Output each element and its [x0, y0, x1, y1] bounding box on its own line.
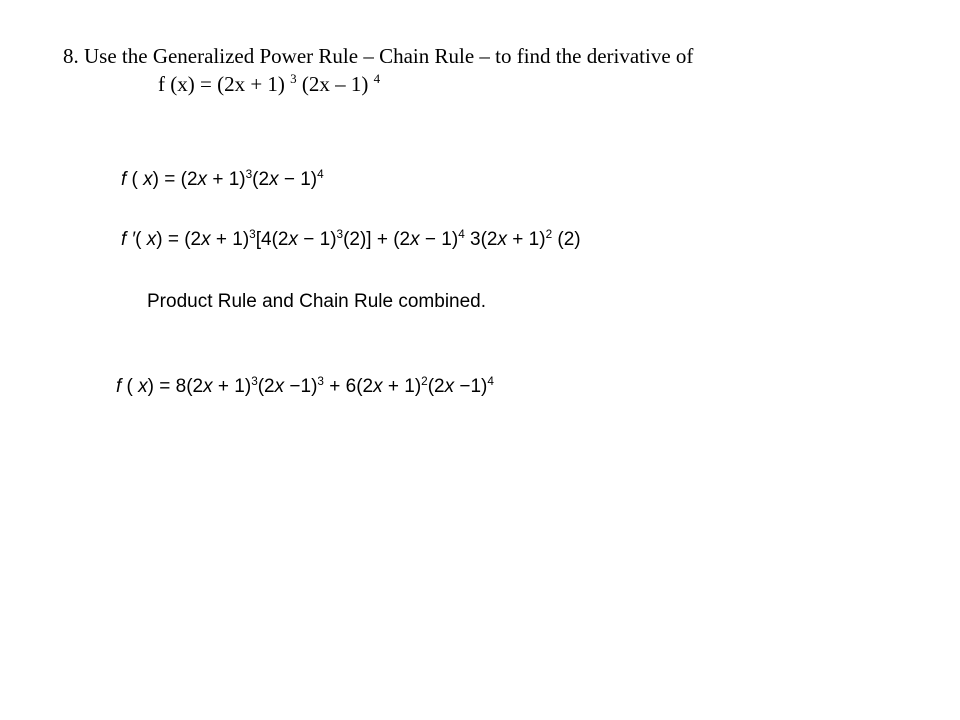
eq-variable: x	[146, 229, 157, 250]
eq-variable: x	[444, 376, 455, 397]
problem-prompt: 8. Use the Generalized Power Rule – Chain Rule – to find the derivative of	[63, 44, 694, 68]
eq-text: −1)	[454, 376, 488, 397]
eq-exponent: 4	[458, 227, 465, 241]
eq-exponent: 2	[545, 227, 553, 241]
note-text: Product Rule and Chain Rule combined.	[147, 291, 487, 312]
eq-exponent: 2	[421, 374, 428, 388]
equation-original	[121, 167, 324, 191]
eq-variable: x	[138, 376, 148, 397]
eq-variable: x	[497, 229, 507, 250]
eq-text: (2	[427, 376, 445, 397]
eq-exponent: 3	[336, 227, 344, 241]
eq-symbol: f	[116, 376, 122, 397]
eq-variable: x	[410, 229, 420, 250]
eq-text: + 1)	[210, 229, 250, 250]
eq-text: − 1)	[419, 229, 459, 250]
eq-exponent: 3	[251, 374, 258, 388]
eq-exponent: 4	[317, 167, 324, 181]
eq-text: ) = 8(2	[147, 376, 204, 397]
eq-text: − 1)	[278, 169, 318, 190]
eq-text: ) = (2	[156, 229, 202, 250]
eq-exponent: 3	[245, 167, 253, 181]
eq-variable: x	[201, 229, 211, 250]
eq-variable: x	[203, 376, 213, 397]
function-part-b: (2x – 1)	[296, 72, 374, 96]
eq-exponent: 3	[317, 374, 324, 388]
eq-text: (2	[257, 376, 275, 397]
eq-text: + 1)	[507, 229, 546, 250]
eq-exponent: 3	[249, 227, 256, 241]
eq-text: + 1)	[212, 376, 252, 397]
eq-text: −1)	[284, 376, 318, 397]
eq-text: (2)	[552, 229, 581, 250]
function-exponent-b: 4	[373, 71, 381, 87]
eq-text: + 1)	[382, 376, 422, 397]
eq-variable: x	[373, 376, 383, 397]
eq-variable: x	[274, 376, 285, 397]
eq-text: 3(2	[464, 229, 498, 250]
eq-text: (2	[252, 169, 270, 190]
eq-symbol: f ′	[121, 229, 136, 250]
eq-variable: x	[288, 229, 298, 250]
eq-text: (	[121, 376, 139, 397]
eq-text: − 1)	[297, 229, 337, 250]
eq-symbol: f	[121, 169, 127, 190]
function-part-a: f (x) = (2x + 1)	[158, 72, 291, 96]
eq-text: + 6(2	[323, 376, 374, 397]
eq-text: + 1)	[207, 169, 246, 190]
function-exponent-a: 3	[290, 71, 297, 87]
eq-text: (	[135, 229, 147, 250]
eq-text: [4(2	[255, 229, 289, 250]
eq-variable: x	[143, 169, 153, 190]
equation-derivative	[121, 227, 581, 251]
equation-simplified	[116, 374, 494, 398]
problem-function	[158, 73, 380, 96]
eq-variable: x	[197, 169, 208, 190]
eq-text: (	[126, 169, 144, 190]
eq-text: (2)] + (2	[343, 229, 411, 250]
eq-exponent: 4	[487, 374, 494, 388]
eq-text: ) = (2	[152, 169, 198, 190]
eq-variable: x	[269, 169, 279, 190]
